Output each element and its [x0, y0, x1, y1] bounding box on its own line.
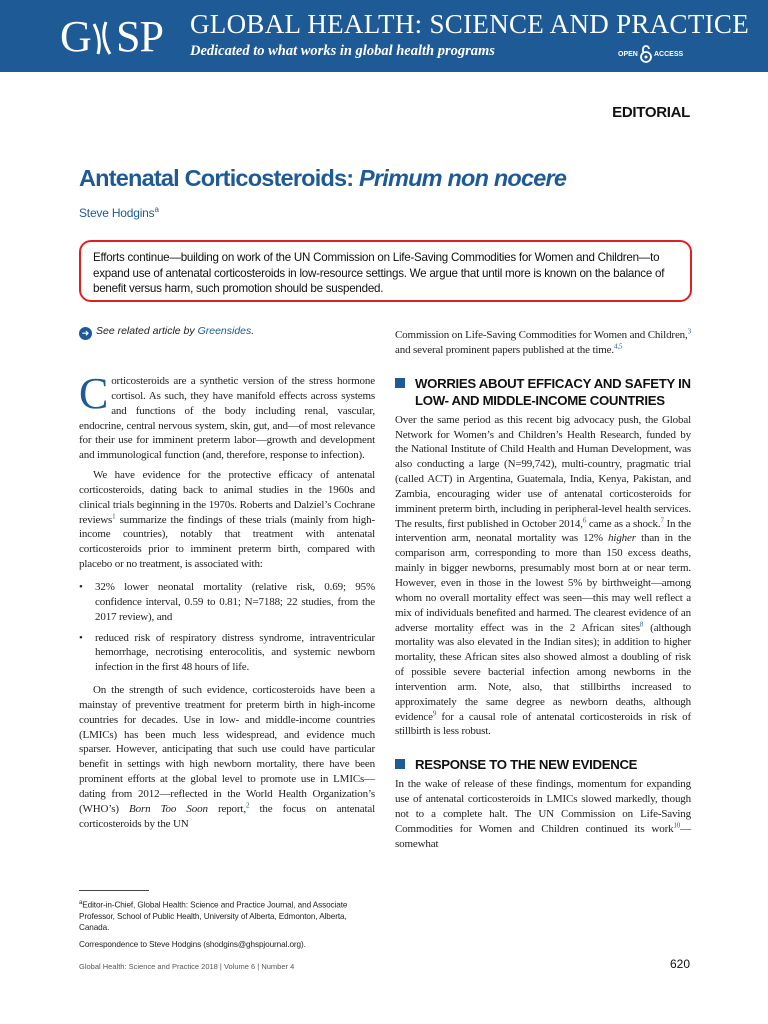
reference-link[interactable]: 10 [673, 821, 681, 830]
author-affiliation-mark: a [154, 205, 159, 214]
footnotes [79, 898, 379, 950]
affiliation-text: Editor-in-Chief, Global Health: Science and Practice Journal, and Associate Professor, School of Public Health, University of Alberta, Edmonton, Alberta, Canada. [79, 900, 348, 933]
journal-banner [0, 0, 768, 72]
text-run: and several prominent papers published at the time. [395, 343, 615, 356]
text-run: summarize the findings of these trials (mainly from high-income countries), notably that treatment with antenatal corticosteroids prior to imminent preterm birth, compared with placebo or no treatment, is associated with: [79, 513, 375, 571]
list-item: • 32% lower neonatal mortality (relative risk, 0.69; 95% confidence interval, 0.59 to 0.81; N=7188; 22 studies, from the 2017 review), and [79, 580, 375, 625]
text-run: Over the same period as this recent big advocacy push, the Global Network for Women’s and Children’s Health Research, funded by the National Institute of Child Health and Human Development, was also conducting a large (N=99,742), multi-country, pragmatic trial (called ACT) in Argentina, Guatemala, India, Kenya, Pakistan, and Zambia, encouraging wider use of antenatal corticosteroids for imminent preterm birth, including in peripheral-level health services. The results, first published in October 2014, [395, 413, 691, 530]
open-access-right: ACCESS [654, 51, 684, 58]
paragraph-intro-text: orticosteroids are a synthetic version of the stress hormone cortisol. As such, they have manifold effects across systems and functions of the body including renal, vascular, endocrine, central nervous system, skin, gut, and—of most relevance for their use for imminent preterm labor—growth and development and immunological function (and, therefore, response to infection). [79, 375, 375, 462]
text-run: Commission on Life-Saving Commodities for Women and Children, [395, 329, 688, 341]
title-italic: Primum non nocere [359, 165, 567, 191]
body-column-left [79, 369, 376, 831]
body-column-right [395, 328, 691, 851]
reference-link[interactable]: 7 [660, 515, 664, 524]
emphasis: higher [608, 532, 636, 545]
affiliation-note [79, 898, 379, 934]
related-suffix: . [251, 325, 255, 337]
report-title: Born Too Soon [129, 802, 208, 815]
title-main: Antenatal Corticosteroids: [79, 165, 360, 191]
svg-text:SP: SP [116, 12, 163, 61]
footnote-rule [79, 890, 149, 891]
open-access-lock-icon [640, 45, 652, 63]
reference-link[interactable]: 6 [582, 515, 587, 524]
reference-link[interactable]: 8 [639, 619, 644, 628]
paragraph-intro [79, 369, 375, 463]
related-prefix: See related article by [96, 325, 198, 337]
list-item: • reduced risk of respiratory distress syndrome, intraventricular hemorrhage, necrotising enterocolitis, and systemic newborn infection in the first 48 hours of life. [79, 631, 375, 676]
paragraph-act-trial [395, 413, 691, 740]
journal-name: GLOBAL HEALTH: SCIENCE AND PRACTICE [190, 9, 750, 39]
text-run: In the wake of release of these findings, momentum for expanding use of antenatal corticosteroids in LMICs slowed markedly, though not to a complete halt. The UN Commission on Life-Saving Commodities for Women and Children continued its work [395, 778, 691, 835]
heading-square-icon [395, 759, 405, 769]
article-title [79, 165, 566, 192]
reference-link[interactable]: 4,5 [614, 342, 623, 351]
svg-text:G: G [60, 12, 91, 61]
affiliation-mark: a [79, 900, 83, 906]
text-run: came as a shock. [586, 517, 661, 530]
text-run: In the intervention arm, neonatal mortality was 12% [395, 517, 691, 545]
text-run: (although mortality was also elevated in the Indian sites); in addition to higher mortality, these African sites also showed almost a doubling of risk of possible severe bacterial infection among newborns in the intervention arm. Note, also, that stillbirths increased to approximately the same degree as newborn deaths, although evidence [395, 621, 691, 723]
text-run: We have evidence for the protective efficacy of antenatal corticosteroids, dating back to animal studies in the 1960s and clinical trials beginning in the 1970s. Roberts and Dalziel’s Cochrane reviews [79, 469, 375, 526]
findings-list [79, 580, 375, 675]
heading-text: RESPONSE TO THE NEW EVIDENCE [415, 757, 638, 773]
related-article-link[interactable]: Greensides [197, 325, 252, 337]
correspondence-note: Correspondence to Steve Hodgins (shodgins@ghspjournal.org). [79, 939, 306, 949]
reference-link[interactable]: 3 [687, 327, 691, 336]
reference-link[interactable]: 2 [245, 801, 250, 810]
text-run: On the strength of such evidence, corticosteroids have been a mainstay of preventive treatment for preterm birth in high-income countries for decades. Use in low- and middle-income countries (LMICs) has been much less widespread, and evidence much sparser. However, anticipating that such use could have particular benefit in settings with high newborn mortality, there have been prominent efforts at the global level to promote use in LMICs—dating from 2012—reflected in the World Health Organization’s (WHO’s) [79, 684, 375, 815]
related-article [79, 325, 254, 340]
section-label: EDITORIAL [612, 104, 690, 121]
paragraph-lmic [79, 683, 375, 831]
text-run: for a causal role of antenatal corticosteroids in risk of stillbirth is less robust. [395, 710, 691, 738]
heading-text: WORRIES ABOUT EFFICACY AND SAFETY IN LOW- AND MIDDLE-INCOME COUNTRIES [415, 375, 691, 408]
section-heading-response [395, 756, 691, 773]
text-run: report, [207, 802, 246, 815]
page-number: 620 [669, 957, 690, 971]
heading-square-icon [395, 378, 405, 388]
open-access-left: OPEN [618, 51, 638, 58]
paragraph-evidence [79, 468, 375, 572]
section-heading-efficacy [395, 375, 691, 409]
drop-cap: C [79, 369, 109, 418]
paragraph-commission [395, 328, 691, 358]
abstract-box: Efforts continue—building on work of the UN Commission on Life-Saving Commodities for Women and Children—to expand use of antenatal corticosteroids in low-resource settings. We argue that until more is known on the balance of benefit versus harm, such promotion should be suspended. [79, 240, 692, 302]
ghsp-logo-icon [60, 10, 180, 62]
reference-link[interactable]: 1 [112, 511, 116, 520]
text-run: the focus on antenatal corticosteroids by the UN [79, 802, 376, 830]
text-run: than in the comparison arm, corresponding to more than 150 excess deaths, mainly in bigger newborns, presumably most born at or near term. However, even in those in the lowest 5% by birthweight—among whom no overall mortality effect was seen—this may well reflect a mix of individuals benefited and harmed. The clearest evidence of an adverse mortality effect was in the 2 African sites [395, 532, 691, 634]
author-name: Steve Hodgins [79, 206, 155, 220]
reference-link[interactable]: 9 [432, 708, 437, 717]
text-run: —somewhat [395, 822, 691, 850]
footer-citation: Global Health: Science and Practice 2018 | Volume 6 | Number 4 [79, 962, 295, 971]
author-line [79, 205, 159, 220]
arrow-right-icon: ➜ [79, 327, 92, 340]
paragraph-response [395, 777, 691, 851]
journal-tagline: Dedicated to what works in global health programs [190, 43, 495, 59]
